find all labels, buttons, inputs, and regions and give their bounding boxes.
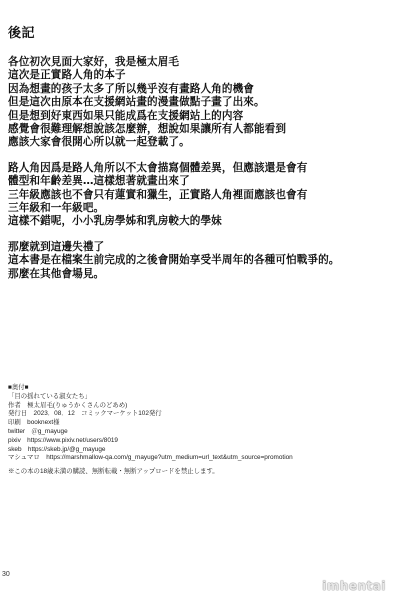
- colophon-line-printer: 印刷 booknext様: [8, 419, 60, 427]
- colophon-line-author: 作者 極太眉毛(りゅうかくさんのどあめ): [8, 401, 128, 409]
- afterword-line: 各位初次見面大家好，我是極太眉毛: [8, 56, 180, 68]
- afterword-paragraph-3: [8, 241, 394, 281]
- colophon-line-marshmallow: マシュマロ https://marshmallow-qa.com/g_mayuge?utm_medium=url_text&utm_source=promotion: [8, 454, 293, 462]
- afterword-line: 但是想到好東西如果只能成爲在支援網站上的内容: [8, 109, 244, 122]
- afterword-line: 路人角因爲是路人角所以不太會描寫個體差異，但應該還是會有: [8, 161, 308, 174]
- afterword-title: 後記: [8, 26, 36, 41]
- colophon-line-pixiv: pixiv https://www.pixiv.net/users/8019: [8, 436, 118, 444]
- afterword-paragraph-1: [8, 56, 394, 150]
- afterword-line: 那麼在其他會場見。: [8, 267, 105, 280]
- afterword-line: 三年級和一年級吧。: [8, 202, 105, 215]
- afterword-line: 這樣不錯呢，小小乳房學姊和乳房較大的學妹: [8, 215, 222, 228]
- afterword-line: 應該大家會很開心所以就一起登載了。: [8, 136, 190, 149]
- colophon-heading: ■奥付■: [8, 384, 29, 391]
- site-watermark: imhentai: [322, 579, 386, 593]
- afterword-line: 感覺會很難理解想說該怎麼辦，想說如果讓所有人都能看到: [8, 123, 287, 136]
- colophon-notice: ※この本の18歳未満の購読、無断転載・無断アップロードを禁止します。: [8, 468, 219, 476]
- colophon-line-title: 「目の揺れている淑女たち」: [8, 392, 92, 400]
- afterword-line: 這本書是在檔案生前完成的之後會開始享受半周年的各種可怕戰爭的。: [8, 254, 340, 267]
- afterword-line: 體型和年齡差異…這樣想著就畫出來了: [8, 175, 190, 188]
- afterword-body: [8, 56, 394, 293]
- afterword-line: 那麼就到這邊失禮了: [8, 240, 105, 253]
- afterword-line: 這次是正實路人角的本子: [8, 69, 126, 82]
- colophon-line-date: 発行日 2023．08．12 コミックマーケット102発行: [8, 410, 162, 418]
- afterword-paragraph-2: [8, 162, 394, 229]
- page-number: 30: [2, 571, 10, 578]
- afterword-line: 三年級應該也不會只有蓮實和獵生，正實路人角裡面應該也會有: [8, 188, 308, 201]
- colophon-line-skeb: skeb https://skeb.jp/@g_mayuge: [8, 445, 106, 453]
- colophon-line-twitter: twitter ＠g_mayuge: [8, 427, 68, 435]
- afterword-line: 但是這次由原本在支援網站畫的漫畫做點子畫了出來。: [8, 96, 265, 109]
- colophon: [8, 384, 394, 477]
- afterword-line: 因為想畫的孩子太多了所以幾乎沒有畫路人角的機會: [8, 82, 254, 95]
